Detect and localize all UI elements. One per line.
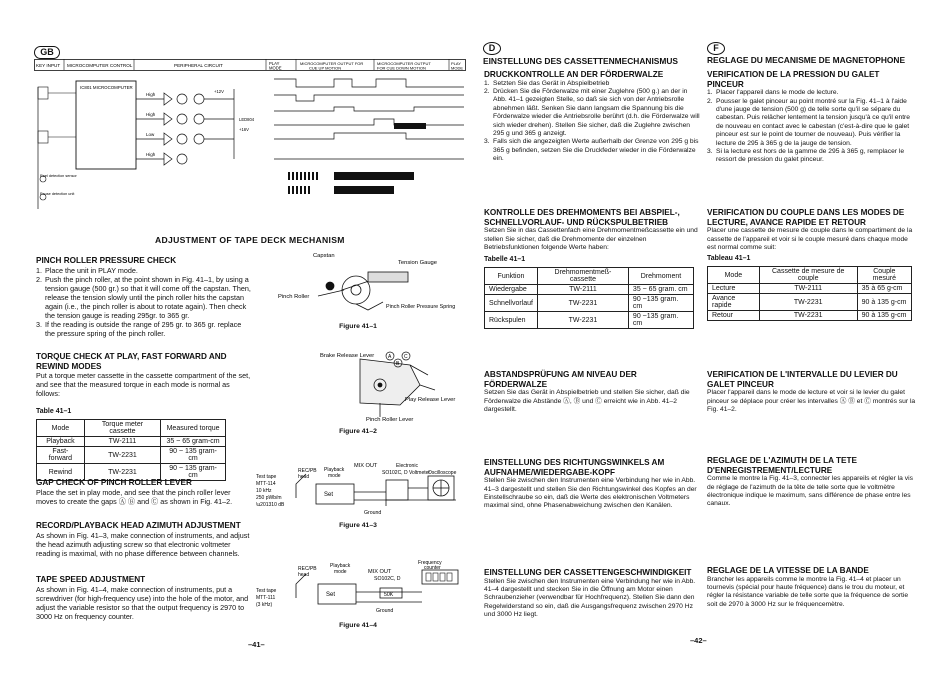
page-number-right: –42– bbox=[690, 636, 707, 645]
svg-text:Tension Gauge: Tension Gauge bbox=[398, 260, 437, 266]
svg-text:Electronic: Electronic bbox=[396, 463, 418, 469]
torque-body: Put a torque meter cassette in the cassette compartment of the set, and see that the measured torque in each mode is normal as follows: bbox=[36, 371, 251, 399]
table-row: Wiedergabe TW-2111 35 ~ 65 gram. cm bbox=[485, 285, 694, 295]
svg-text:Frequency: Frequency bbox=[418, 560, 442, 566]
figure-41-3 bbox=[256, 458, 470, 520]
figure-41-3-caption: Figure 41–3 bbox=[339, 522, 377, 529]
verif-step-1: 1. Placer l'appareil dans le mode de lecture. bbox=[707, 89, 839, 97]
druck-heading: DRUCKKONTROLLE AN DER FÖRDERWALZE bbox=[484, 70, 664, 79]
svg-text:Brake Release Lever: Brake Release Lever bbox=[320, 353, 375, 359]
svg-text:MIX OUT: MIX OUT bbox=[354, 463, 378, 469]
torque-table: Mode Torque meter cassette Measured torque Playback TW-2111 35 ~ 65 gram-cm Fast-forward TW-2231 90 ~ 135 gram-cm Rewind TW-2231 90 ~ 135 gram-cm bbox=[36, 419, 226, 481]
vitesse-section bbox=[707, 566, 917, 609]
svg-text:MODE: MODE bbox=[451, 65, 463, 71]
couple-body: Placer une cassette de mesure de couple dans le compartiment de la cassette de l'appareil et voir si le couple mesuré dans chaque mode est normal comme suit: bbox=[707, 227, 913, 251]
svg-text:Set: Set bbox=[326, 592, 336, 598]
druck-step-3: 3. Falls sich die angezeigten Werte außerhalb der Grenze von 295 g bis 365 g befinden, setzen Sie die Druckfeder wieder in die Förderwalze ein. bbox=[484, 138, 699, 163]
table-row: Avance rapide TW-2231 90 à 135 g-cm bbox=[708, 294, 912, 311]
hdr-micro: MICROCOMPUTER CONTROL bbox=[67, 63, 133, 68]
kontrolle-table: Funktion Drehmomentmeß-cassette Drehmoment Wiedergabe TW-2111 35 ~ 65 gram. cm Schnellvorlauf TW-2231 90 ~135 gram. cm Rückspulen TW-2231 90 ~135 gram. cm bbox=[484, 267, 694, 329]
svg-text:Oscilloscope: Oscilloscope bbox=[428, 470, 457, 476]
kontrolle-section bbox=[484, 208, 700, 329]
svg-text:Test tape: Test tape bbox=[256, 588, 277, 594]
svg-text:mode: mode bbox=[334, 569, 347, 575]
richtung-body: Stellen Sie zwischen den Instrumenten eine Verbindung her wie in Abb. 41–3 dargestellt und stellen Sie den Richtungswinkel des Kopfes an der Einstellschraube so ein, daß die Werte des elektronischen Voltmeters maximal sind, ohne Phasenabweichung zwischen den Kanälen. bbox=[484, 477, 697, 510]
vitesse-body: Brancher les appareils comme le montre la Fig. 41–4 et placer un tournevis (spécial pour haute fréquence) dans le trou du moteur, et régler la résistance variable de telle sorte que la fréquence de sortie soit de 2970 à 3000 Hz sur le fréquencemètre. bbox=[707, 575, 909, 608]
table-row: Rückspulen TW-2231 90 ~135 gram. cm bbox=[485, 312, 694, 329]
svg-text:PLAY: PLAY bbox=[451, 61, 461, 66]
svg-text:Pause detection unit: Pause detection unit bbox=[40, 192, 75, 196]
svg-text:IC801 MICROCOMPUTER: IC801 MICROCOMPUTER bbox=[80, 85, 133, 90]
figure-41-2 bbox=[300, 345, 470, 425]
richtung-heading: EINSTELLUNG DES RICHTUNGSWINKELS AM AUFNAHME/WIEDERGABE-KOPF bbox=[484, 458, 665, 477]
pinch-step-3: 3. If the reading is outside the range of 295 gr. to 365 gr. replace the pressure spring of the pinch roller. bbox=[36, 320, 242, 339]
svg-text:CUE UP MOTION: CUE UP MOTION bbox=[309, 65, 342, 71]
svg-text:Play Release Lever: Play Release Lever bbox=[405, 397, 456, 403]
abstand-section bbox=[484, 370, 700, 414]
table-row: Lecture TW-2111 35 à 65 g-cm bbox=[708, 284, 912, 294]
svg-text:Pinch Roller: Pinch Roller bbox=[278, 294, 310, 300]
figure-41-2-caption: Figure 41–2 bbox=[339, 428, 377, 435]
svg-text:MODE: MODE bbox=[269, 65, 282, 71]
page-number-left: –41– bbox=[248, 640, 265, 649]
intervalle-heading: VERIFICATION DE L'INTERVALLE DU LEVIER DU GALET PINCEUR bbox=[707, 370, 898, 389]
gap-body: Place the set in play mode, and see that the pinch roller lever moves to create the gaps Ⓐ Ⓑ and Ⓒ as shown in Fig. 41–2. bbox=[36, 487, 233, 506]
svg-text:SO102C, D: SO102C, D bbox=[374, 576, 401, 582]
kontrolle-body: Setzen Sie in das Cassettenfach eine Drehmomentmeßcassette ein und stellen Sie sicher, daß die Drehmomente der einzelnen Betriebsfunktionen folgende Werte haben: bbox=[484, 227, 698, 251]
azimuth-heading: RECORD/PLAYBACK HEAD AZIMUTH ADJUSTMENT bbox=[36, 521, 241, 530]
pinch-step-1: 1. Place the unit in PLAY mode. bbox=[36, 265, 138, 275]
verif-step-2: 2. Pousser le galet pinceur au point montré sur la Fig. 41–1 à l'aide d'une jauge de tension (500 g) de telle sorte qu'il se sépare du cabestan. Puis relâcher lentement la tension jusqu'à ce qu'il entre de nouveau en contact avec le cabestan (c'est-à-dire que le galet pinceur est sur le point de tourner de nouveau). Puis vérifier la lecture de 295 à 365 g de la jauge de tension. bbox=[707, 97, 911, 147]
svg-text:mode: mode bbox=[328, 473, 341, 479]
svg-text:B: B bbox=[396, 361, 400, 367]
f3-tape-line1: Test tape bbox=[256, 474, 277, 480]
svg-text:MTT-111: MTT-111 bbox=[256, 595, 276, 601]
svg-text:head: head bbox=[298, 572, 310, 578]
druck-step-2: 2. Drücken Sie die Förderwalze mit einer Zuglehre (500 g.) an der in Abb. 41–1 gezeigten Stelle, so daß sie sich von der Antriebsrolle abnehmen läßt. Senken Sie dann langsam die Spannung bis die Förderwalze wieder die Antriebsrolle berührt (d.h. die Förderwalze will sich wieder drehen). Stellen Sie sicher, daß die Zuglehre zwischen 295 g und 365 g anzeigt. bbox=[484, 88, 700, 138]
table-row: Rewind TW-2231 90 ~ 135 gram-cm bbox=[37, 464, 226, 481]
verif-heading: VERIFICATION DE LA PRESSION DU GALET PINCEUR bbox=[707, 70, 880, 89]
azimut-body: Comme le montre la Fig. 41–3, connecter les appareils et régler la vis de réglage de l'azimuth de la tête de telle sorte que le voltmètre électronique indique le maximum, sans différence de phase entre les canaux. bbox=[707, 475, 913, 508]
svg-text:MICROCOMPUTER OUTPUT FOR: MICROCOMPUTER OUTPUT FOR bbox=[300, 61, 364, 66]
svg-text:MICROCOMPUTER OUTPUT: MICROCOMPUTER OUTPUT bbox=[377, 61, 431, 66]
intervalle-body: Placer l'appareil dans le mode de lecture et voir si le levier du galet pinceur se déplace pour créer les intervalles Ⓐ Ⓑ et Ⓒ montrés sur la Fig. 41–2. bbox=[707, 389, 916, 413]
svg-text:MIX OUT: MIX OUT bbox=[368, 569, 392, 575]
kontrolle-heading: KONTROLLE DES DREHMOMENTS BEI ABSPIEL-, SCHNELLVORLAUF- UND RÜCKSPULBETRIEB bbox=[484, 208, 680, 227]
table-row: Playback TW-2111 35 ~ 65 gram-cm bbox=[37, 437, 226, 447]
svg-text:\u201310 dB: \u201310 dB bbox=[256, 502, 285, 508]
svg-text:Low: Low bbox=[146, 132, 155, 137]
speed-body: As shown in Fig. 41–4, make connection of instruments, put a screwdriver (for high-frequency use) into the hole of the motor, and adjust the variable resistor so that the output frequency is 2970 to 3000 Hz on frequency counter. bbox=[36, 584, 249, 621]
torque-table-title: Table 41–1 bbox=[36, 408, 72, 416]
svg-text:FOR CUE DOWN MOTION: FOR CUE DOWN MOTION bbox=[377, 65, 426, 71]
svg-text:A: A bbox=[388, 354, 392, 360]
middle-page-title: EINSTELLUNG DES CASSETTENMECHANISMUS bbox=[483, 56, 678, 66]
svg-text:C: C bbox=[404, 354, 408, 360]
azimuth-body: As shown in Fig. 41–3, make connection of instruments, and adjust the head azimuth adjusting screw so that electronic voltmeter reading is maximal, with no phase difference between channels. bbox=[36, 530, 250, 558]
figure-41-4-caption: Figure 41–4 bbox=[339, 622, 377, 629]
svg-text:+12V: +12V bbox=[214, 89, 224, 94]
abstand-body: Setzen Sie das Gerät in Abspielbetrieb und stellen Sie sicher, daß die Förderwalze die Abstände Ⓐ, Ⓑ und Ⓒ erreicht wie in Abb. 41–2 dargestellt. bbox=[484, 389, 690, 413]
richtung-section bbox=[484, 458, 700, 511]
svg-text:(3 kHz): (3 kHz) bbox=[256, 602, 273, 608]
svg-text:MTT-114: MTT-114 bbox=[256, 481, 276, 487]
timing-schematic bbox=[34, 59, 466, 219]
gap-heading: GAP CHECK OF PINCH ROLLER LEVER bbox=[36, 478, 192, 487]
couple-table: Mode Cassette de mesure de couple Couple mesuré Lecture TW-2111 35 à 65 g-cm Avance rapide TW-2231 90 à 135 g-cm Retour TW-2231 90 à 135 g-cm bbox=[707, 266, 912, 321]
svg-text:Capstan: Capstan bbox=[313, 253, 335, 259]
svg-text:Playback: Playback bbox=[330, 563, 351, 569]
figure-41-1-caption: Figure 41–1 bbox=[339, 323, 377, 330]
table-row: Schnellvorlauf TW-2231 90 ~135 gram. cm bbox=[485, 295, 694, 312]
couple-heading: VERIFICATION DU COUPLE DANS LES MODES DE LECTURE, AVANCE RAPIDE ET RETOUR bbox=[707, 208, 905, 227]
azimut-section bbox=[707, 456, 917, 509]
right-page-title: REGLAGE DU MECANISME DE MAGNETOPHONE bbox=[707, 55, 906, 65]
svg-text:Pinch Roller Pressure Spring: Pinch Roller Pressure Spring bbox=[386, 304, 456, 310]
svg-text:High: High bbox=[146, 152, 156, 157]
schematic-diagram bbox=[34, 59, 466, 219]
couple-section bbox=[707, 208, 917, 321]
azimuth-section bbox=[36, 521, 251, 558]
hdr-key-input: KEY INPUT bbox=[36, 63, 61, 68]
figure-41-4 bbox=[256, 556, 470, 620]
table-row: Fast-forward TW-2231 90 ~ 135 gram-cm bbox=[37, 447, 226, 464]
druck-section bbox=[484, 70, 700, 164]
verif-step-3: 3. Si la lecture est hors de la gamme de 295 à 365 g, remplacer le ressort de pression du galet pinceur. bbox=[707, 148, 905, 164]
svg-text:250 pWb/m: 250 pWb/m bbox=[256, 495, 282, 501]
hdr-peripheral: PERIPHERAL CIRCUIT bbox=[174, 63, 223, 68]
svg-text:head: head bbox=[298, 474, 310, 480]
svg-text:50K: 50K bbox=[384, 592, 394, 598]
gap-section bbox=[36, 478, 251, 506]
pinch-step-2: 2. Push the pinch roller, at the point shown in Fig. 41–1, by using a tension gauge (500 gr.) so that it will come off the capstan. Then, release the tension slowly until the pinch roller hits the capstan again (i.e., the pinch roller is about to rotate again). Then check the tension gauge is reading 295gr. to 365 gr. bbox=[36, 274, 251, 321]
svg-text:counter: counter bbox=[424, 565, 441, 571]
geschw-body: Stellen Sie zwischen den Instrumenten eine Verbindung her wie in Abb. 41–4 dargestellt und stecken Sie in die Öffnung am Motor einen Schraubenzieher (verwendbar für Hochfrequenz). Stellen Sie dann den Regelwiderstand so ein, daß die Ausgangsfrequenz zwischen 2970 Hz und 3000 Hz liegt. bbox=[484, 577, 696, 619]
druck-step-1: 1. Setzten Sie das Gerät in Abspielbetrieb bbox=[484, 79, 610, 87]
geschw-heading: EINSTELLUNG DER CASSETTENGESCHWINDIGKEIT bbox=[484, 568, 692, 577]
abstand-heading: ABSTANDSPRÜFUNG AM NIVEAU DER FÖRDERWALZE bbox=[484, 370, 637, 389]
language-badge-gb: GB bbox=[34, 46, 60, 59]
speed-heading: TAPE SPEED ADJUSTMENT bbox=[36, 575, 146, 584]
torque-section bbox=[36, 352, 251, 481]
svg-text:+16V: +16V bbox=[239, 127, 249, 132]
svg-text:REC/PB: REC/PB bbox=[298, 566, 317, 572]
figure-41-1 bbox=[258, 250, 470, 330]
svg-text:Playback: Playback bbox=[324, 467, 345, 473]
pinch-heading: PINCH ROLLER PRESSURE CHECK bbox=[36, 256, 177, 265]
couple-table-title: Tableau 41–1 bbox=[707, 255, 751, 263]
speed-section bbox=[36, 575, 251, 621]
svg-text:SO102C, D Voltmeter: SO102C, D Voltmeter bbox=[382, 470, 431, 476]
f3-head: REC/PB bbox=[298, 468, 317, 474]
svg-text:High: High bbox=[146, 92, 156, 97]
language-badge-f: F bbox=[707, 42, 725, 55]
svg-text:Reel detection sensor: Reel detection sensor bbox=[40, 174, 77, 178]
kontrolle-table-title: Tabelle 41–1 bbox=[484, 256, 526, 264]
svg-text:High: High bbox=[146, 112, 156, 117]
svg-text:Ground: Ground bbox=[364, 510, 382, 516]
vitesse-heading: REGLAGE DE LA VITESSE DE LA BANDE bbox=[707, 566, 869, 575]
azimut-heading: REGLAGE DE L'AZIMUTH DE LA TETE D'ENREGISTREMENT/LECTURE bbox=[707, 456, 857, 475]
torque-heading: TORQUE CHECK AT PLAY, FAST FORWARD AND REWIND MODES bbox=[36, 352, 227, 371]
pinch-roller-section bbox=[36, 256, 251, 338]
table-row: Retour TW-2231 90 à 135 g-cm bbox=[708, 311, 912, 321]
svg-text:LED804: LED804 bbox=[239, 117, 255, 122]
intervalle-section bbox=[707, 370, 917, 414]
verif-section bbox=[707, 70, 917, 165]
language-badge-d: D bbox=[483, 42, 501, 55]
svg-text:Set: Set bbox=[324, 492, 334, 498]
svg-text:Ground: Ground bbox=[376, 608, 394, 614]
svg-text:10 kHz: 10 kHz bbox=[256, 488, 272, 494]
svg-text:PLAY: PLAY bbox=[269, 61, 280, 66]
svg-text:Pinch Roller Lever: Pinch Roller Lever bbox=[366, 417, 414, 423]
geschw-section bbox=[484, 568, 700, 620]
left-page-title: ADJUSTMENT OF TAPE DECK MECHANISM bbox=[155, 235, 345, 245]
